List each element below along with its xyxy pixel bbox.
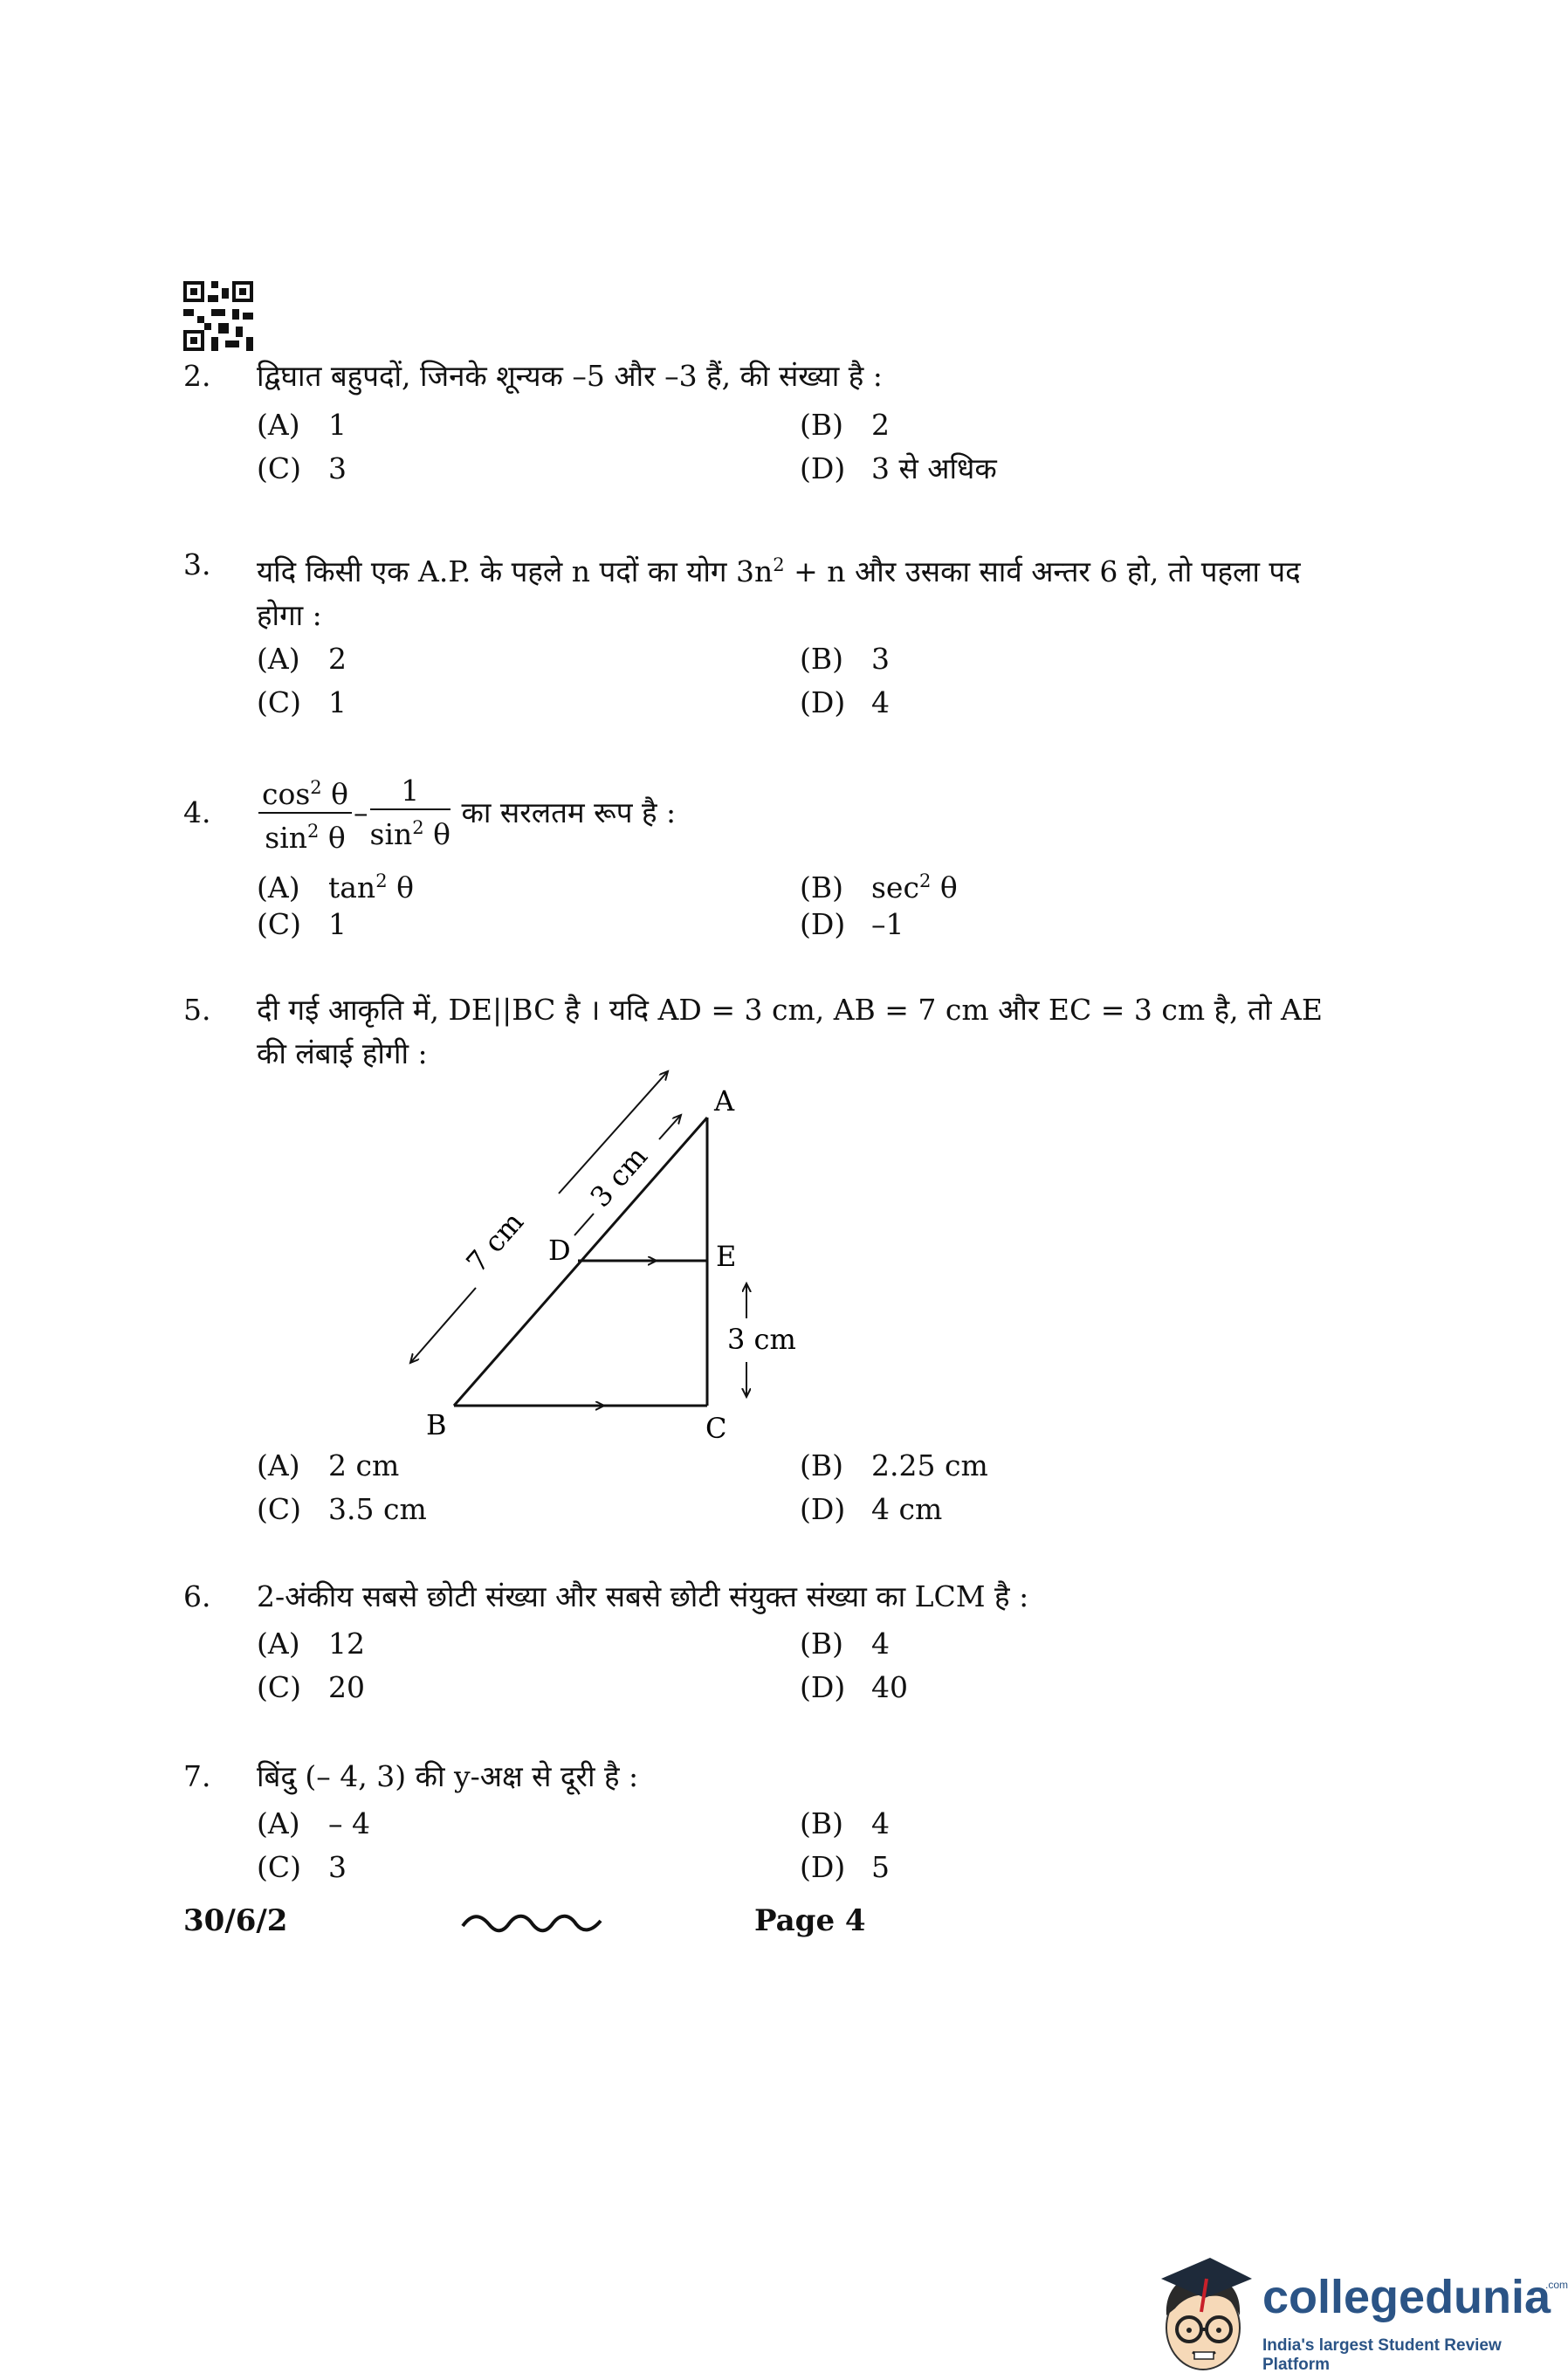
option-b: (B) 4 bbox=[800, 1627, 890, 1661]
option-c: (C) 20 bbox=[257, 1670, 365, 1704]
brand-domain: .com bbox=[1545, 2279, 1568, 2291]
option-b: (B) 3 bbox=[800, 642, 890, 676]
dimension-ab-lower bbox=[410, 1288, 476, 1363]
question-number: 5. bbox=[183, 993, 211, 1027]
page-number: Page 4 bbox=[754, 1903, 866, 1938]
dimension-ad-lower bbox=[574, 1214, 594, 1235]
label-ad-length: 3 cm bbox=[583, 1139, 655, 1214]
option-a: (A) 12 bbox=[257, 1627, 365, 1661]
question-expression: $\frac{\cos^2 \theta}{\sin^2 \theta}$ – $\frac{1}{\sin^2 \theta}$ का सरलतम रूप है : bbox=[257, 770, 676, 856]
question-text: द्विघात बहुपदों, जिनके शून्यक –5 और –3 हैं, की संख्या है : bbox=[257, 359, 883, 393]
question-text: 2-अंकीय सबसे छोटी संख्या और सबसे छोटी संयुक्त संख्या का LCM है : bbox=[257, 1579, 1029, 1613]
question-number: 4. bbox=[183, 795, 211, 829]
option-b: (B) 2.25 cm bbox=[800, 1448, 988, 1482]
option-d: (D) 4 bbox=[800, 685, 890, 719]
question-text: बिंदु (– 4, 3) की y-अक्ष से दूरी है : bbox=[257, 1759, 639, 1793]
fraction-1: $\frac{\cos^2 \theta}{\sin^2 \theta}$ bbox=[258, 770, 352, 856]
question-number: 2. bbox=[183, 359, 211, 393]
label-ec-length: 3 cm bbox=[727, 1323, 796, 1356]
collegedunia-logo bbox=[1149, 2244, 1568, 2380]
option-c: (C) 3.5 cm bbox=[257, 1492, 427, 1526]
option-d: (D) 3 से अधिक bbox=[800, 451, 997, 485]
question-number: 6. bbox=[183, 1579, 211, 1613]
point-e: E bbox=[716, 1240, 737, 1273]
option-a: (A) $\tan^2 \theta$ bbox=[257, 870, 414, 905]
option-b: (B) $\sec^2 \theta$ bbox=[800, 870, 958, 905]
option-b: (B) 4 bbox=[800, 1806, 890, 1840]
point-d: D bbox=[548, 1234, 571, 1267]
option-c: (C) 3 bbox=[257, 1850, 347, 1884]
brand-name: collegedunia bbox=[1262, 2271, 1551, 2323]
option-c: (C) 1 bbox=[257, 685, 347, 719]
point-b: B bbox=[426, 1408, 447, 1441]
option-d: (D) 5 bbox=[800, 1850, 890, 1884]
question-number: 7. bbox=[183, 1759, 211, 1793]
option-a: (A) 2 bbox=[257, 642, 347, 676]
question-text: यदि किसी एक A.P. के पहले n पदों का योग $3n^2 + n$ और उसका सार्व अन्तर 6 हो, तो पहला पद होगा : bbox=[257, 554, 1301, 632]
brand-tagline: India's largest Student Review Platform bbox=[1262, 2336, 1502, 2374]
mascot-icon bbox=[1149, 2244, 1262, 2380]
option-d: (D) –1 bbox=[800, 907, 904, 941]
point-a: A bbox=[714, 1084, 735, 1118]
option-a: (A) – 4 bbox=[257, 1806, 370, 1840]
label-ab-length: 7 cm bbox=[459, 1205, 531, 1279]
question-text: दी गई आकृति में, DE||BC है । यदि AD = 3 cm, AB = 7 cm और EC = 3 cm है, तो AE की लंबाई होगी : bbox=[257, 993, 1323, 1070]
triangle-figure bbox=[384, 1070, 803, 1454]
question-number: 3. bbox=[183, 547, 211, 581]
option-b: (B) 2 bbox=[800, 408, 890, 442]
option-c: (C) 1 bbox=[257, 907, 347, 941]
option-d: (D) 4 cm bbox=[800, 1492, 943, 1526]
fraction-2: $\frac{1}{\sin^2 \theta}$ bbox=[369, 774, 451, 851]
wave-ornament bbox=[461, 1910, 602, 1936]
paper-code: 30/6/2 bbox=[183, 1903, 288, 1938]
option-a: (A) 2 cm bbox=[257, 1448, 400, 1482]
point-c: C bbox=[705, 1412, 727, 1445]
option-c: (C) 3 bbox=[257, 451, 347, 485]
question-4 bbox=[183, 770, 1406, 857]
option-a: (A) 1 bbox=[257, 408, 347, 442]
option-d: (D) 40 bbox=[800, 1670, 908, 1704]
qr-code bbox=[183, 281, 253, 351]
dimension-ad-upper bbox=[659, 1115, 681, 1139]
